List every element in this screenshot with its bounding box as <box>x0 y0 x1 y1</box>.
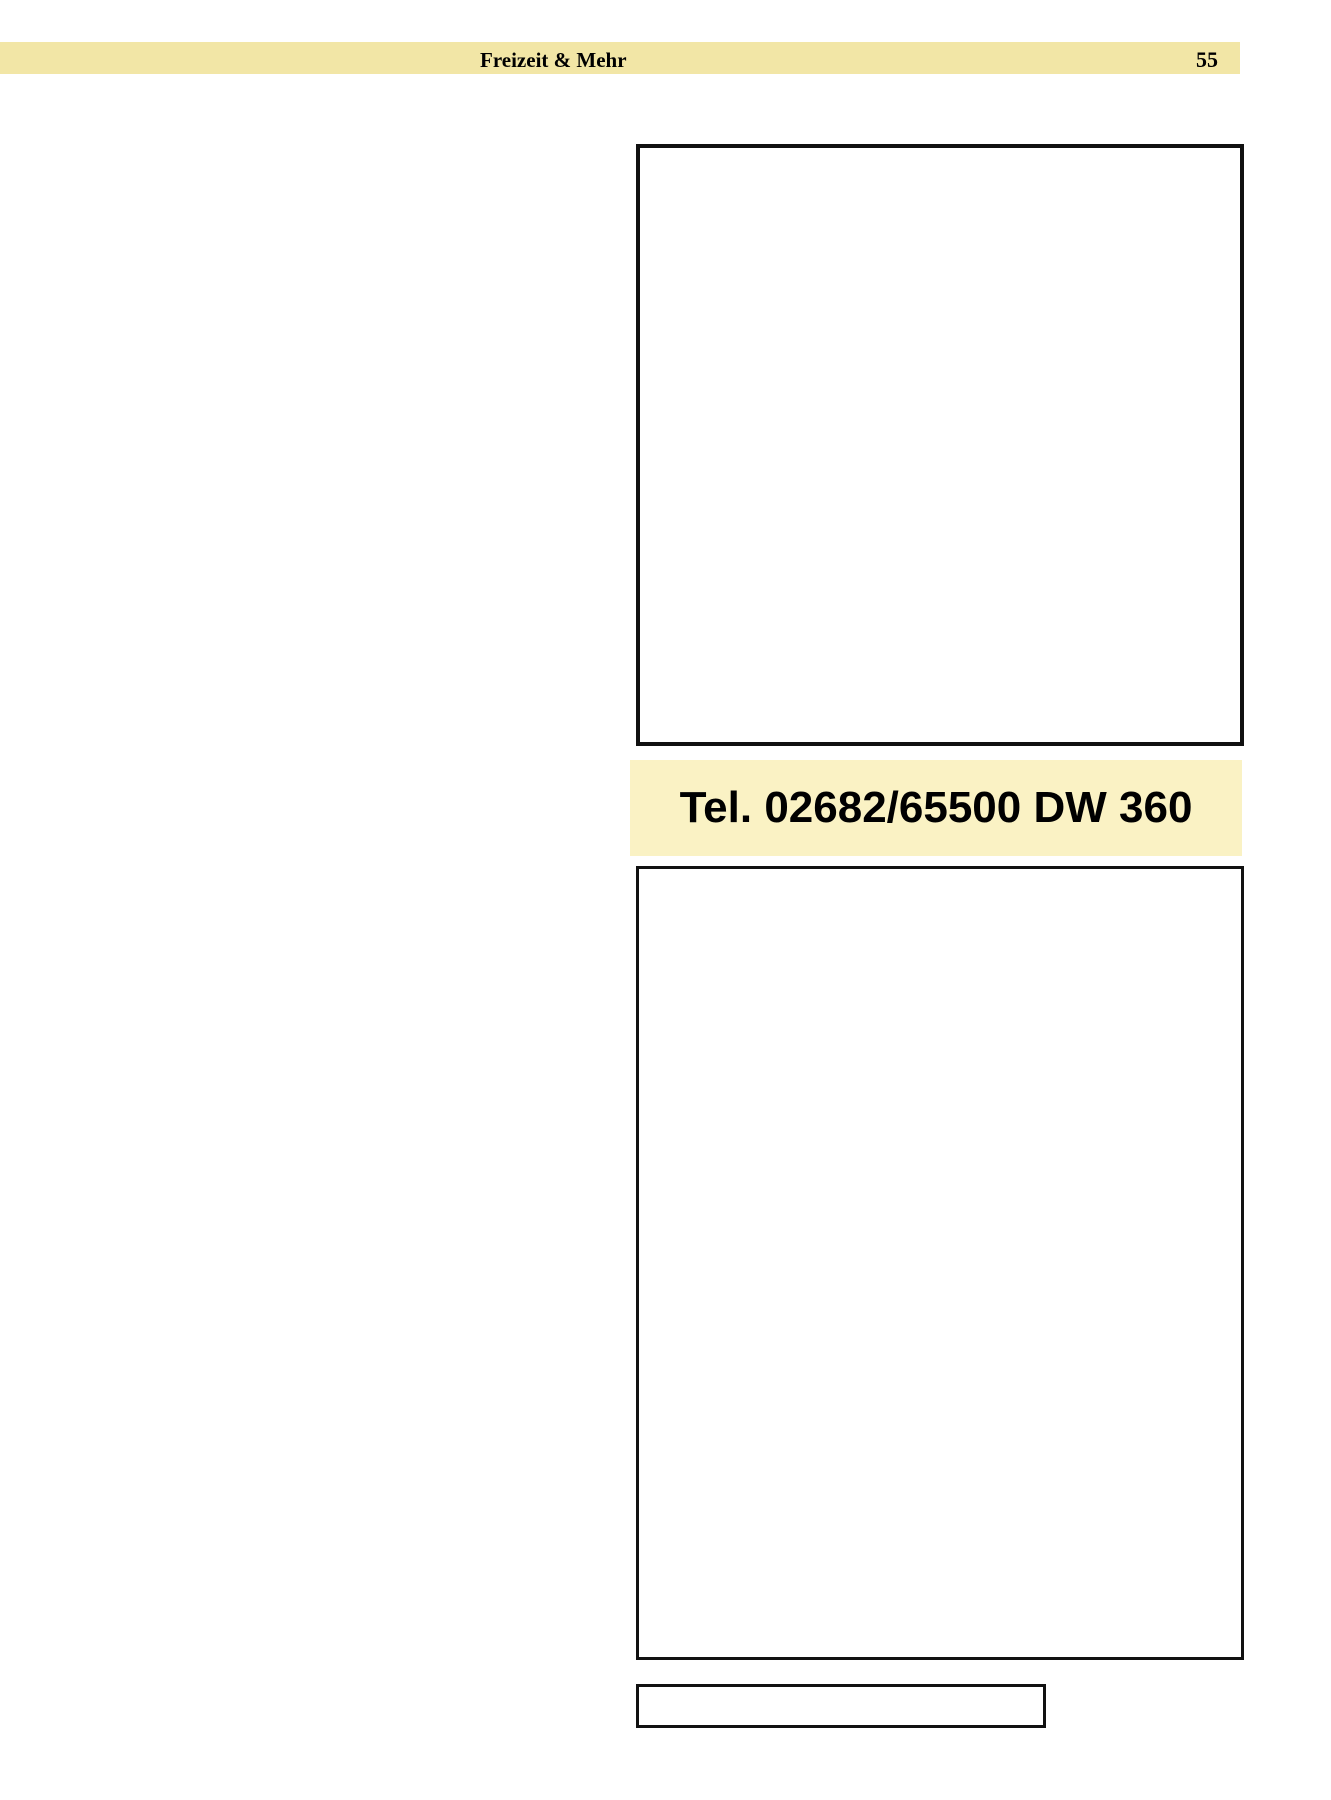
crossword-grid <box>636 866 1244 1660</box>
solution-row <box>636 1684 1046 1728</box>
page-title: Freizeit & Mehr <box>480 48 627 72</box>
sudoku-grid <box>636 144 1244 746</box>
phone-banner: Tel. 02682/65500 DW 360 <box>630 760 1242 856</box>
page-number: 55 <box>1196 47 1218 72</box>
